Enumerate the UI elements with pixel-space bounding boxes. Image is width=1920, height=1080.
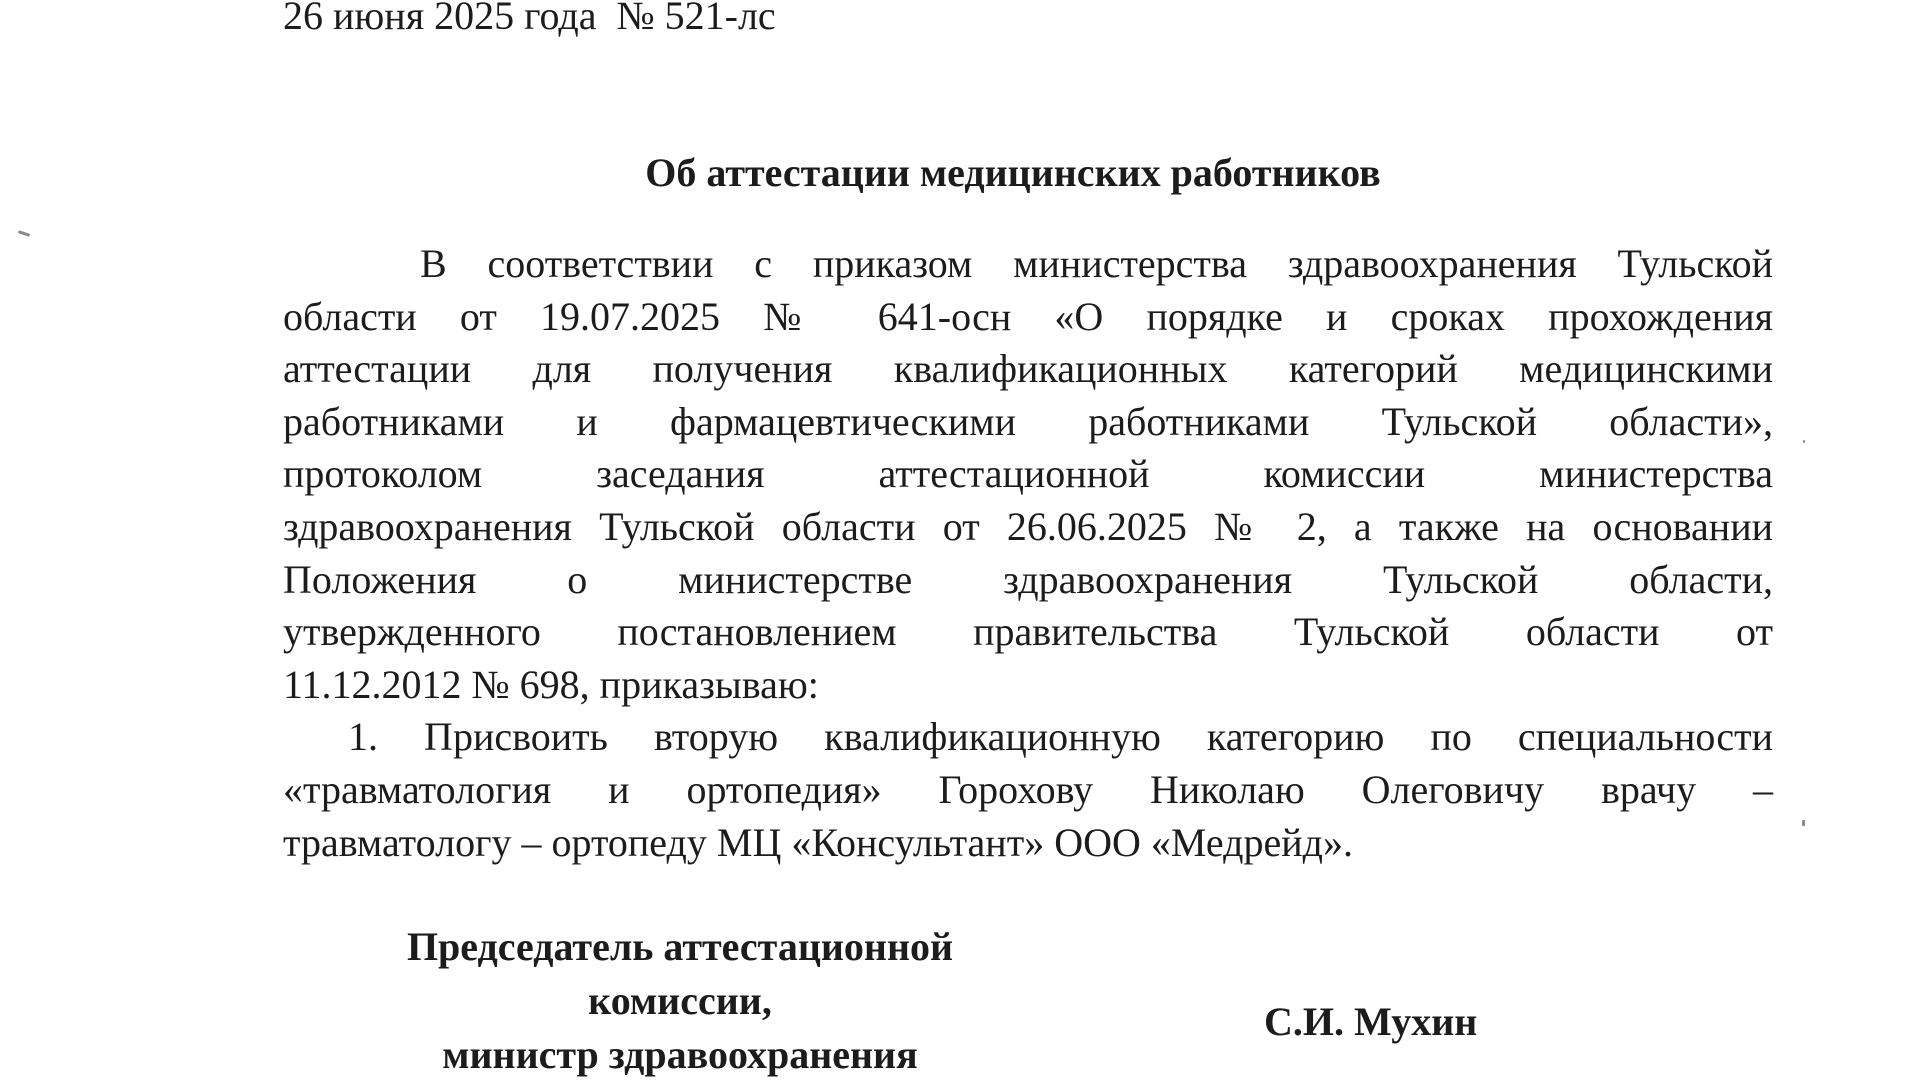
body-line: работниками и фармацевтическими работниками Тульской области»,	[283, 398, 1773, 444]
document-body	[283, 238, 1773, 869]
body-line: протоколом заседания аттестационной комиссии министерства	[283, 451, 1773, 497]
document-title: Об аттестации медицинских работников	[645, 150, 1381, 195]
body-line: утвержденного постановлением правительства Тульской области от	[283, 609, 1773, 655]
scan-speck	[18, 230, 30, 237]
signatory-name: С.И. Мухин	[1264, 999, 1478, 1044]
body-line: аттестации для получения квалификационных категорий медицинскими	[283, 346, 1773, 392]
body-line: Положения о министерстве здравоохранения Тульской области,	[283, 556, 1773, 602]
order-date-number: 26 июня 2025 года № 521-лс	[283, 0, 776, 38]
body-line: травматологу – ортопеду МЦ «Консультант» ООО «Медрейд».	[283, 819, 1353, 865]
body-line: здравоохранения Тульской области от 26.06.2025 № 2, а также на основании	[283, 503, 1773, 549]
body-line: области от 19.07.2025 № 641-осн «О порядке и сроках прохождения	[283, 293, 1773, 339]
signatory-position-line: комиссии,	[588, 978, 772, 1023]
body-line: 11.12.2012 № 698, приказываю:	[283, 661, 819, 707]
signatory-position-line: министр здравоохранения	[442, 1032, 918, 1077]
body-line: «травматология и ортопедия» Горохову Николаю Олеговичу врачу –	[283, 766, 1773, 812]
signatory-position	[280, 920, 1080, 1080]
signatory-position-line: Председатель аттестационной	[406, 924, 954, 969]
scan-speck	[1802, 820, 1805, 826]
body-line: В соответствии с приказом министерства здравоохранения Тульской	[420, 241, 1773, 286]
order-item-1: 1. Присвоить вторую квалификационную категорию по специальности	[348, 714, 1773, 760]
scan-speck	[1803, 440, 1805, 443]
